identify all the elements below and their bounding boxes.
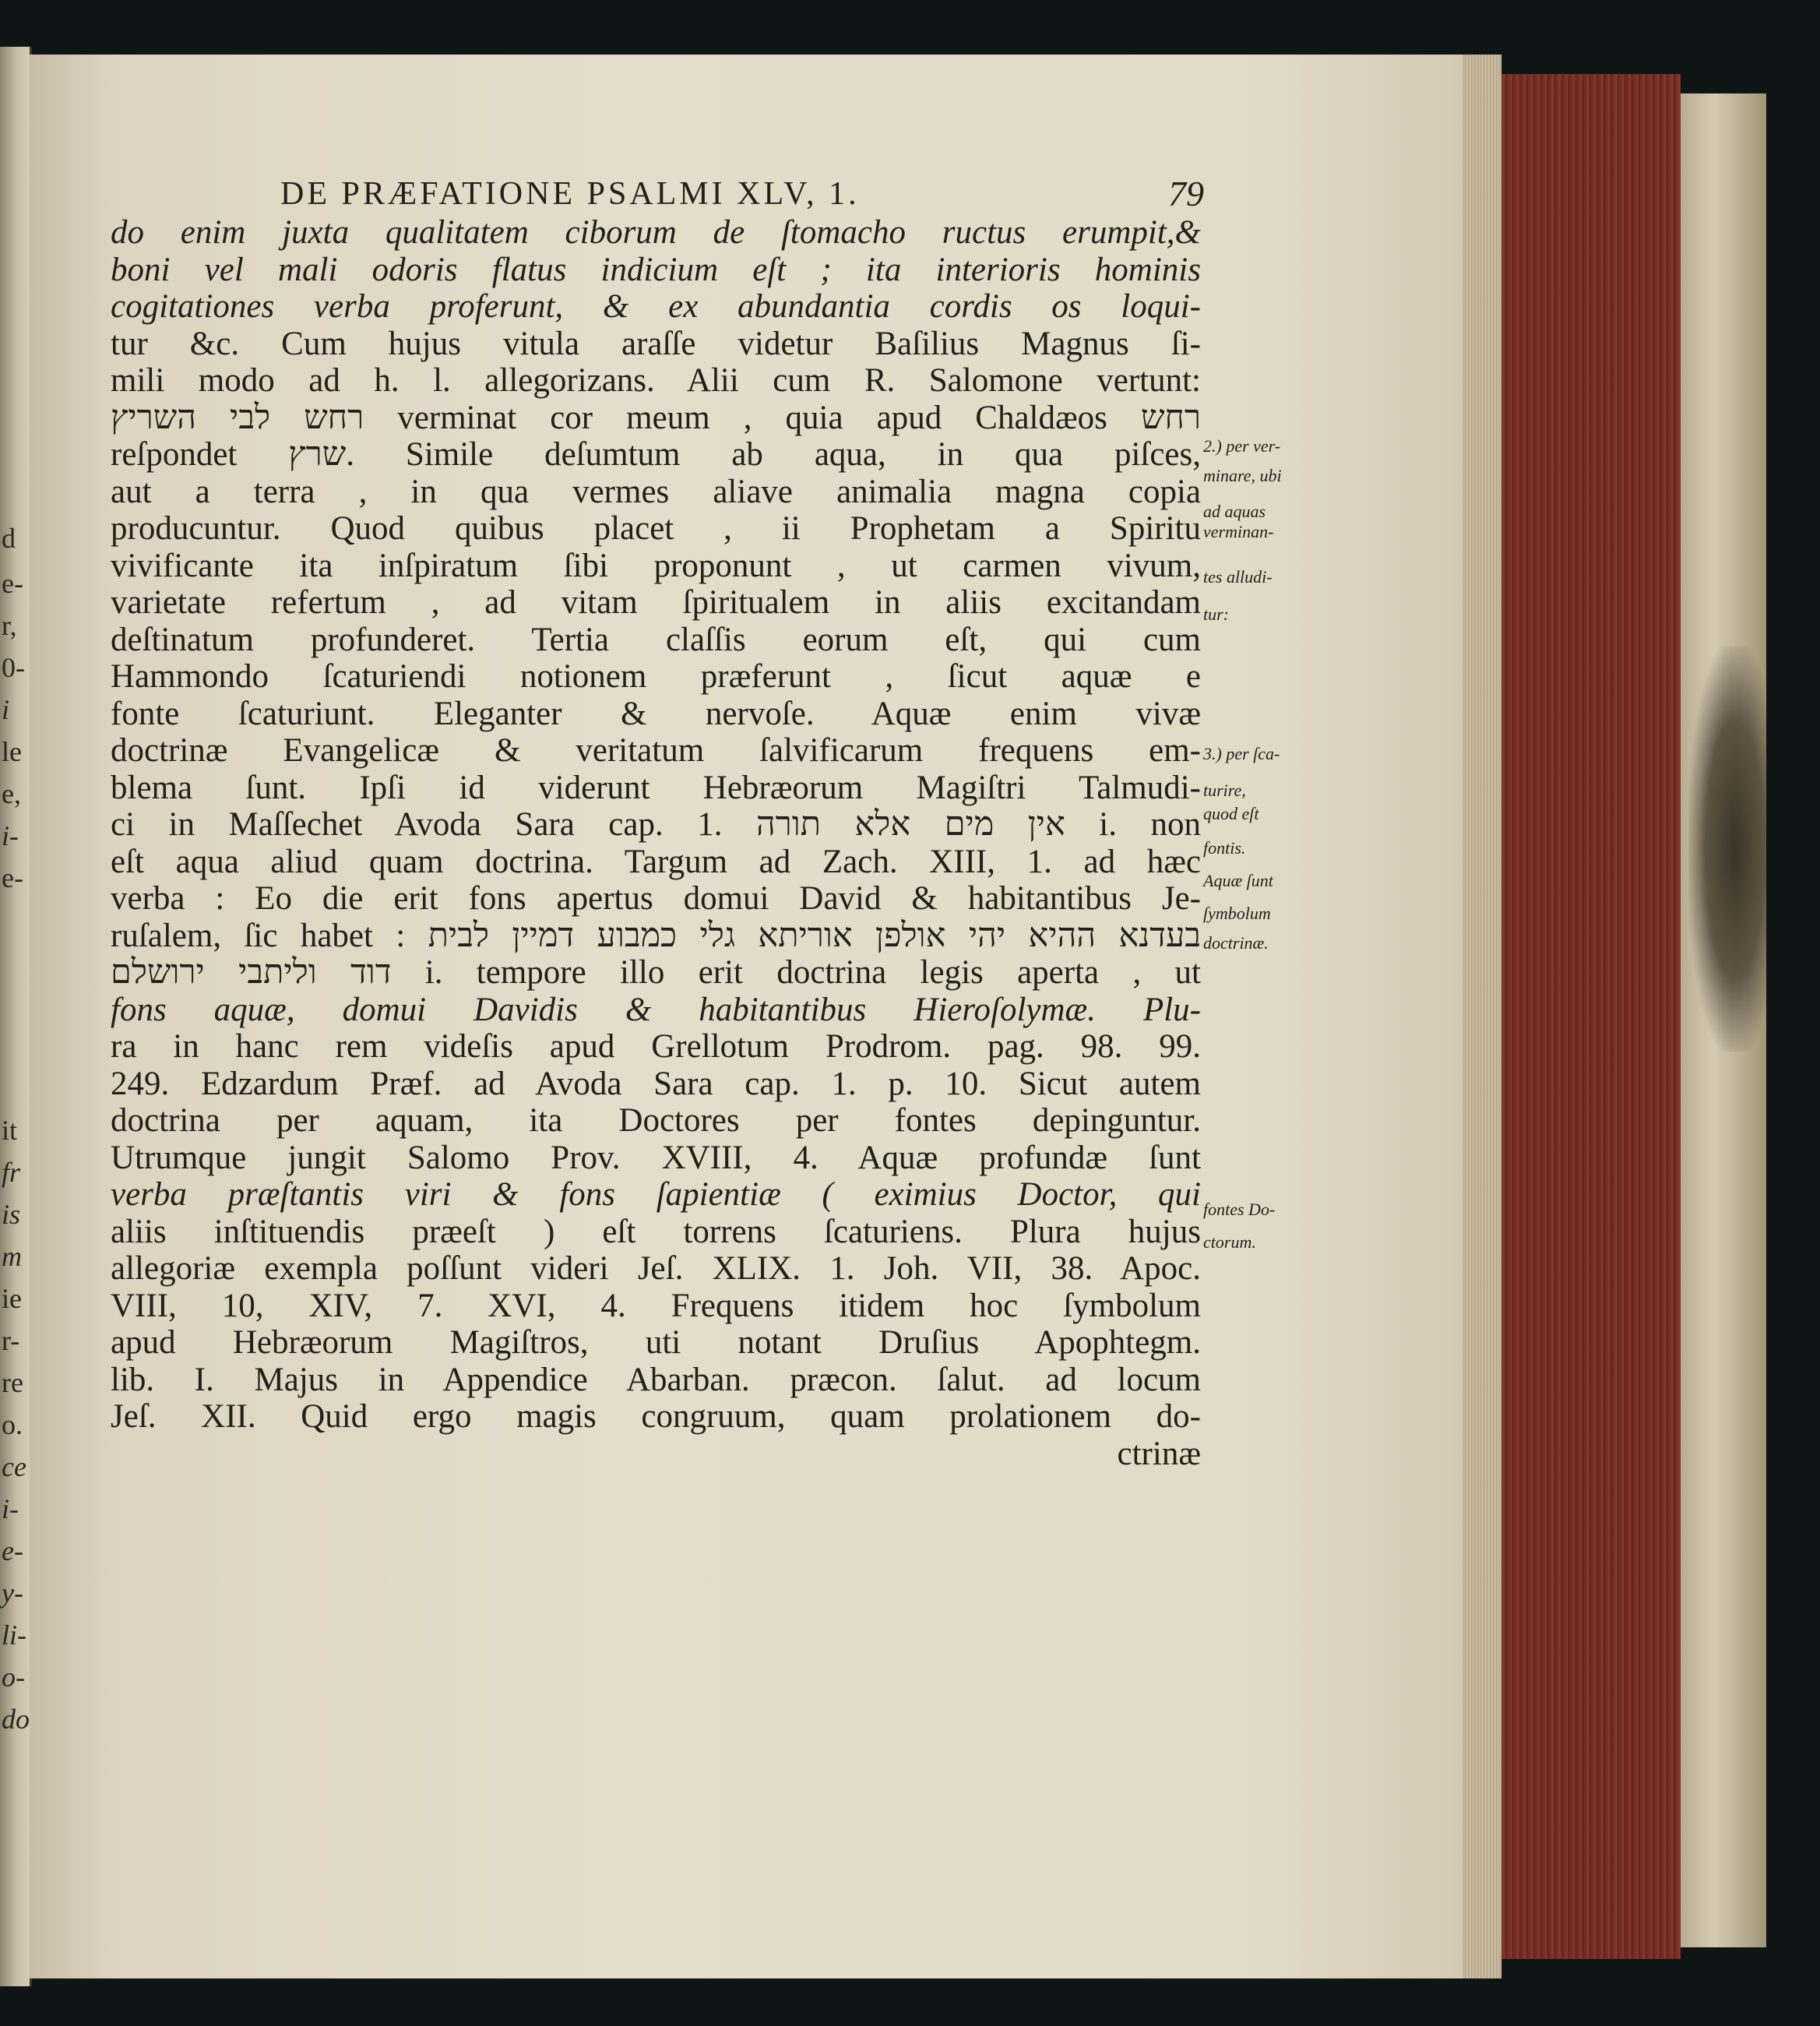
left-fragment: i: [2, 694, 10, 725]
left-fragment: r,: [2, 610, 17, 641]
text-line: verba præſtantis viri & fons ſapientiæ ( eximius Doctor, qui: [111, 1176, 1201, 1213]
marginal-note: tur:: [1203, 604, 1229, 624]
marginal-note: ſymbolum: [1203, 904, 1271, 923]
marginal-note: fontis.: [1203, 838, 1246, 858]
text-line: VIII, 10, XIV, 7. XVI, 4. Frequens itidem hoc ſymbolum: [111, 1287, 1201, 1324]
text-line: allegoriæ exempla poſſunt videri Jeſ. XLIX. 1. Joh. VII, 38. Apoc.: [111, 1250, 1201, 1287]
marginal-note: doctrinæ.: [1203, 933, 1269, 953]
text-line: Hammondo ſcaturiendi notionem præferunt , ſicut aquæ e: [111, 658, 1201, 695]
text-line: ci in Maſſechet Avoda Sara cap. 1. אין מים אלא תורה i. non: [111, 806, 1201, 843]
text-line: aliis inſtituendis præeſt ) eſt torrens ſcaturiens. Plura hujus: [111, 1213, 1201, 1250]
marginal-note: ctorum.: [1203, 1232, 1256, 1252]
left-fragment: m: [2, 1241, 22, 1272]
text-line: producuntur. Quod quibus placet , ii Prophetam a Spiritu: [111, 510, 1201, 547]
left-fragment: o.: [2, 1409, 23, 1440]
marginal-note: ad aquas: [1203, 502, 1266, 521]
text-line: verba : Eo die erit fons apertus domui David & habitantibus Je-: [111, 880, 1201, 917]
text-line: blema ſunt. Ipſi id viderunt Hebræorum Magiſtri Talmudi-: [111, 769, 1201, 806]
text-line: aut a terra , in qua vermes aliave animalia magna copia: [111, 473, 1201, 510]
cover-stain: [1688, 647, 1766, 1052]
text-line: cogitationes verba proferunt, & ex abundantia cordis os loqui-: [111, 288, 1201, 325]
text-line: reſpondet שרץ. Simile deſumtum ab aqua, in qua piſces,: [111, 436, 1201, 473]
marginal-notes: [1203, 0, 1336, 2026]
text-line: fons aquæ, domui Davidis & habitantibus Hieroſolymæ. Plu-: [111, 991, 1201, 1028]
text-line: do enim juxta qualitatem ciborum de ſtomacho ructus erumpit,&: [111, 214, 1201, 251]
left-fragment: r-: [2, 1325, 20, 1356]
left-fragment: e-: [2, 862, 23, 893]
text-line: fonte ſcaturiunt. Eleganter & nervoſe. Aquæ enim vivæ: [111, 695, 1201, 732]
left-page-edge: [0, 47, 32, 1986]
text-line: דוד וליתבי ירושלם i. tempore illo erit doctrina legis aperta , ut: [111, 954, 1201, 991]
text-line: ra in hanc rem videſis apud Grellotum Prodrom. pag. 98. 99.: [111, 1028, 1201, 1065]
marginal-note: turire,: [1203, 780, 1246, 800]
text-line: רחש לבי השריץ verminat cor meum , quia apud Chaldæos רחש: [111, 399, 1201, 436]
left-fragment: le: [2, 736, 22, 767]
marginal-note: tes alludi-: [1203, 567, 1273, 587]
left-fragment: re: [2, 1367, 23, 1398]
left-fragment: it: [2, 1115, 18, 1146]
marginal-note: fontes Do-: [1203, 1200, 1276, 1219]
main-text-column: [111, 214, 1201, 1472]
text-line: doctrinæ Evangelicæ & veritatum ſalvificarum frequens em-: [111, 732, 1201, 769]
text-line: doctrina per aquam, ita Doctores per fontes depinguntur.: [111, 1102, 1201, 1139]
left-fragment: 0-: [2, 652, 25, 683]
running-head: DE PRÆFATIONE PSALMI XLV, 1.: [280, 176, 860, 212]
text-line: apud Hebræorum Magiſtros, uti notant Druſius Apophtegm.: [111, 1324, 1201, 1361]
page-block-edge: [1463, 55, 1501, 1978]
text-line: lib. I. Majus in Appendice Abarban. præcon. ſalut. ad locum: [111, 1361, 1201, 1398]
red-sprinkled-edge: [1501, 74, 1681, 1959]
left-fragment: fr: [2, 1157, 21, 1188]
left-fragment: do: [2, 1704, 30, 1735]
left-fragment: e-: [2, 1535, 23, 1566]
left-fragment: e,: [2, 778, 21, 809]
left-fragment: y-: [2, 1577, 23, 1608]
marginal-note: verminan-: [1203, 522, 1274, 541]
marginal-note: 3.) per ſca-: [1203, 744, 1280, 763]
marginal-note: quod eſt: [1203, 804, 1259, 823]
text-line: Utrumque jungit Salomo Prov. XVIII, 4. Aquæ profundæ ſunt: [111, 1139, 1201, 1176]
left-fragment: li-: [2, 1619, 26, 1651]
left-page-margin-text: [0, 47, 28, 1986]
text-line: boni vel mali odoris flatus indicium eſt ; ita interioris hominis: [111, 251, 1201, 288]
text-line: mili modo ad h. l. allegorizans. Alii cum R. Salomone vertunt:: [111, 362, 1201, 399]
catchword: ctrinæ: [1117, 1435, 1201, 1472]
marginal-note: Aquæ ſunt: [1203, 871, 1273, 890]
left-fragment: e-: [2, 568, 23, 599]
text-line: tur &c. Cum hujus vitula araſſe videtur Baſilius Magnus ſi-: [111, 325, 1201, 362]
page-number: 79: [1168, 174, 1204, 213]
left-fragment: o-: [2, 1661, 25, 1693]
marginal-note: 2.) per ver-: [1203, 436, 1281, 456]
text-line: Jeſ. XII. Quid ergo magis congruum, quam prolationem do-: [111, 1398, 1201, 1435]
text-line: ruſalem, ſic habet : בעדנא ההיא יהי אולפן אוריתא גלי כמבוע דמיין לבית: [111, 917, 1201, 954]
text-line: eſt aqua aliud quam doctrina. Targum ad Zach. XIII, 1. ad hæc: [111, 843, 1201, 880]
text-line: vivificante ita inſpiratum ſibi proponunt , ut carmen vivum,: [111, 547, 1201, 584]
left-fragment: is: [2, 1199, 21, 1230]
left-fragment: i-: [2, 820, 19, 851]
text-line: 249. Edzardum Præf. ad Avoda Sara cap. 1. p. 10. Sicut autem: [111, 1065, 1201, 1102]
left-fragment: d: [2, 523, 16, 554]
left-fragment: ie: [2, 1283, 22, 1314]
left-fragment: i-: [2, 1493, 19, 1524]
text-line: varietate refertum , ad vitam ſpiritualem in aliis excitandam: [111, 584, 1201, 621]
marginal-note: minare, ubi: [1203, 466, 1282, 485]
left-fragment: ce: [2, 1451, 26, 1482]
text-line: deſtinatum profunderet. Tertia claſſis eorum eſt, qui cum: [111, 621, 1201, 658]
